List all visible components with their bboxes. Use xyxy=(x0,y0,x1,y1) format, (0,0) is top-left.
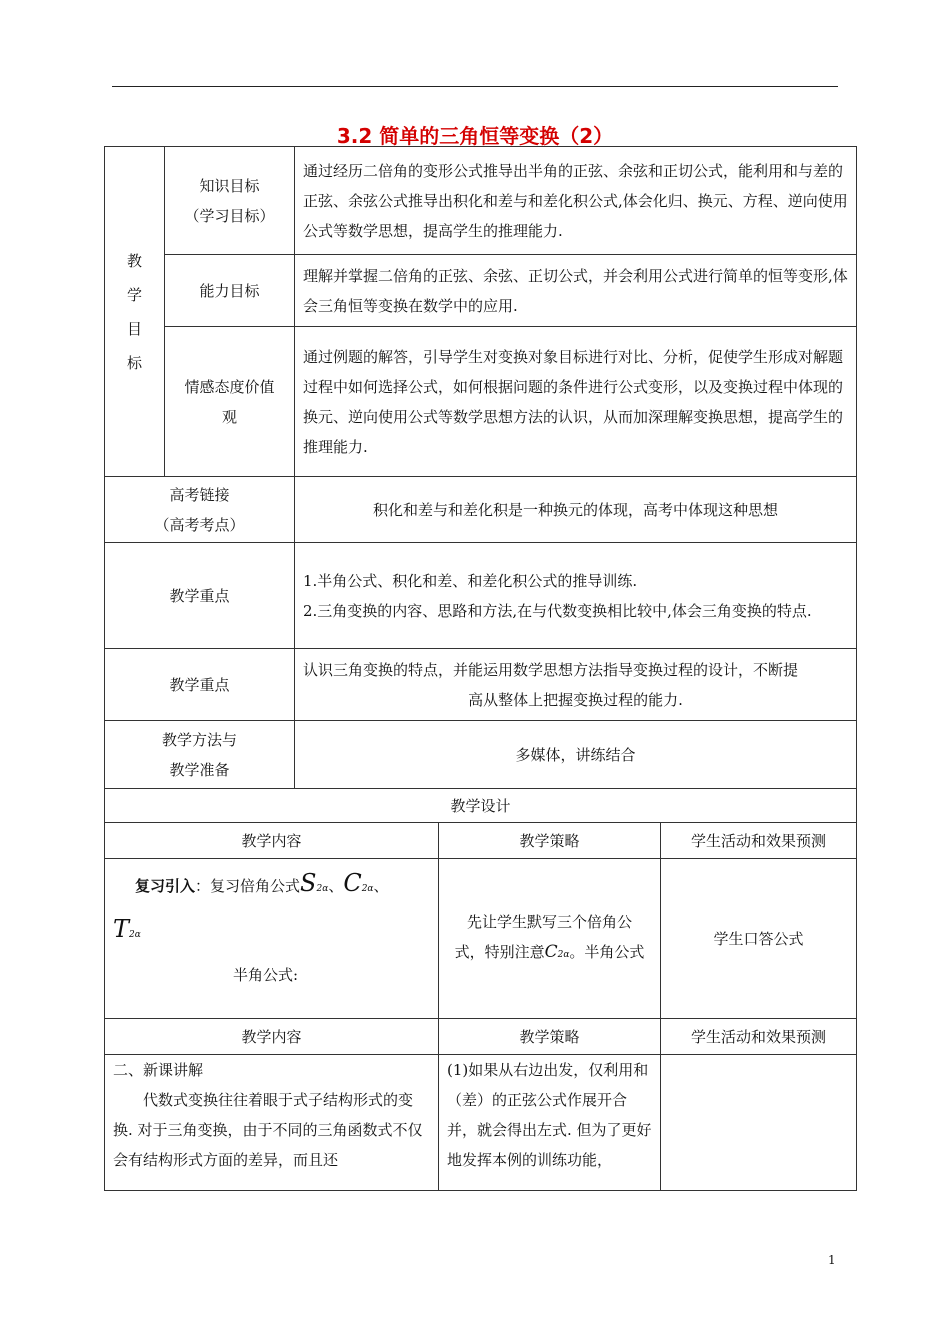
formula-S: S xyxy=(300,869,317,897)
design-header-row xyxy=(105,789,857,823)
lesson-plan-table xyxy=(104,146,857,1191)
gaokao-label-line1: 高考链接 xyxy=(169,485,230,504)
ability-row xyxy=(105,255,857,327)
key-points-row xyxy=(105,543,857,649)
methods-text: 多媒体，讲练结合 xyxy=(295,721,857,789)
page-title: 3.2 简单的三角恒等变换（2） xyxy=(336,124,614,148)
ability-text: 理解并掌握二倍角的正弦、余弦、正切公式，并会利用公式进行简单的恒等变形,体会三角恒等变换在数学中的应用. xyxy=(295,255,857,327)
review-colon: ： xyxy=(195,877,211,895)
strategy-formula-C: C xyxy=(544,942,558,962)
gaokao-label-line2: （高考考点） xyxy=(154,515,245,534)
formula-sep: 、 xyxy=(373,877,389,895)
emotion-label xyxy=(165,327,295,477)
new-lesson-strategy: (1)如果从右边出发，仅利用和（差）的正弦公式作展开合并，就会得出左式. 但为了更好地发挥本例的训练功能， xyxy=(439,1055,661,1191)
gaokao-text: 积化和差与和差化积是一种换元的体现，高考中体现这种思想 xyxy=(295,477,857,543)
emotion-label-line1: 情感态度价值 xyxy=(184,377,275,396)
review-text: 复习倍角公式 xyxy=(210,877,301,895)
formula-sub: 2α xyxy=(316,884,329,894)
review-strategy-line1: 先让学生默写三个倍角公 xyxy=(466,913,632,931)
new-lesson-text: 代数式变换往往着眼于式子结构形式的变换. 对于三角变换，由于不同的三角函数式不仅会有结构形式方面的差异，而且还 xyxy=(113,1091,423,1169)
ability-label: 能力目标 xyxy=(165,255,295,327)
methods-row xyxy=(105,721,857,789)
col-strategy-header: 教学策略 xyxy=(439,823,661,859)
methods-label-line2: 教学准备 xyxy=(169,760,230,779)
key-point-item: 2.三角变换的内容、思路和方法,在与代数变换相比较中,体会三角变换的特点. xyxy=(303,601,812,620)
difficulties-row xyxy=(105,649,857,721)
header-rule xyxy=(112,86,838,87)
new-lesson-content xyxy=(105,1055,439,1191)
emotion-row xyxy=(105,327,857,477)
difficulties-line2: 高从整体上把握变换过程的能力. xyxy=(468,690,683,709)
gaokao-row xyxy=(105,477,857,543)
knowledge-row xyxy=(105,147,857,255)
objectives-char: 教 xyxy=(126,251,142,270)
difficulties-label: 教学重点 xyxy=(105,649,295,721)
half-angle-label: 半角公式: xyxy=(233,966,299,984)
strategy-formula-sub: 2α xyxy=(557,950,570,960)
formula-T: T xyxy=(113,915,130,943)
design-columns-row-2 xyxy=(105,1019,857,1055)
review-label: 复习引入 xyxy=(135,877,196,895)
difficulties-text xyxy=(295,649,857,721)
objectives-char: 标 xyxy=(126,353,142,372)
col-activity-header: 学生活动和效果预测 xyxy=(661,823,857,859)
key-point-item: 1.半角公式、积化和差、和差化积公式的推导训练. xyxy=(303,571,638,590)
formula-C: C xyxy=(343,869,362,897)
col-activity-header: 学生活动和效果预测 xyxy=(661,1019,857,1055)
methods-label xyxy=(105,721,295,789)
difficulties-line1: 认识三角变换的特点，并能运用数学思想方法指导变换过程的设计，不断提 xyxy=(303,660,799,679)
emotion-text: 通过例题的解答，引导学生对变换对象目标进行对比、分析，促使学生形成对解题过程中如何选择公式，如何根据问题的条件进行公式变形，以及变换过程中体现的换元、逆向使用公式等数学思想方法的认识，从而加深理解变换思想，提高学生的推理能力. xyxy=(295,327,857,477)
design-header: 教学设计 xyxy=(105,789,857,823)
knowledge-label-line1: 知识目标 xyxy=(199,176,260,195)
page-number: 1 xyxy=(828,1253,836,1267)
review-strategy-text: 式，特别注意 xyxy=(454,943,545,961)
knowledge-label-line2: （学习目标） xyxy=(184,206,275,225)
objectives-group-label xyxy=(105,147,165,477)
formula-sep: 、 xyxy=(328,877,344,895)
col-content-header: 教学内容 xyxy=(105,823,439,859)
formula-sub: 2α xyxy=(129,930,141,940)
key-points-text xyxy=(295,543,857,649)
design-columns-row xyxy=(105,823,857,859)
review-activity: 学生口答公式 xyxy=(661,859,857,1019)
review-content xyxy=(105,859,439,1019)
objectives-char: 目 xyxy=(126,319,142,338)
objectives-char: 学 xyxy=(126,285,142,304)
review-row xyxy=(105,859,857,1019)
new-lesson-row xyxy=(105,1055,857,1191)
col-content-header: 教学内容 xyxy=(105,1019,439,1055)
new-lesson-activity xyxy=(661,1055,857,1191)
col-strategy-header: 教学策略 xyxy=(439,1019,661,1055)
key-points-label: 教学重点 xyxy=(105,543,295,649)
review-strategy xyxy=(439,859,661,1019)
knowledge-label xyxy=(165,147,295,255)
knowledge-text: 通过经历二倍角的变形公式推导出半角的正弦、余弦和正切公式，能利用和与差的正弦、余弦公式推导出积化和差与和差化积公式,体会化归、换元、方程、逆向使用公式等数学思想，提高学生的推理能力. xyxy=(295,147,857,255)
review-strategy-text: 。半角公式 xyxy=(569,943,645,961)
review-strategy-line2 xyxy=(447,937,652,970)
emotion-label-line2: 观 xyxy=(221,407,237,426)
formula-sub: 2α xyxy=(361,884,374,894)
new-lesson-heading: 二、新课讲解 xyxy=(113,1061,204,1079)
gaokao-label xyxy=(105,477,295,543)
methods-label-line1: 教学方法与 xyxy=(161,730,237,749)
